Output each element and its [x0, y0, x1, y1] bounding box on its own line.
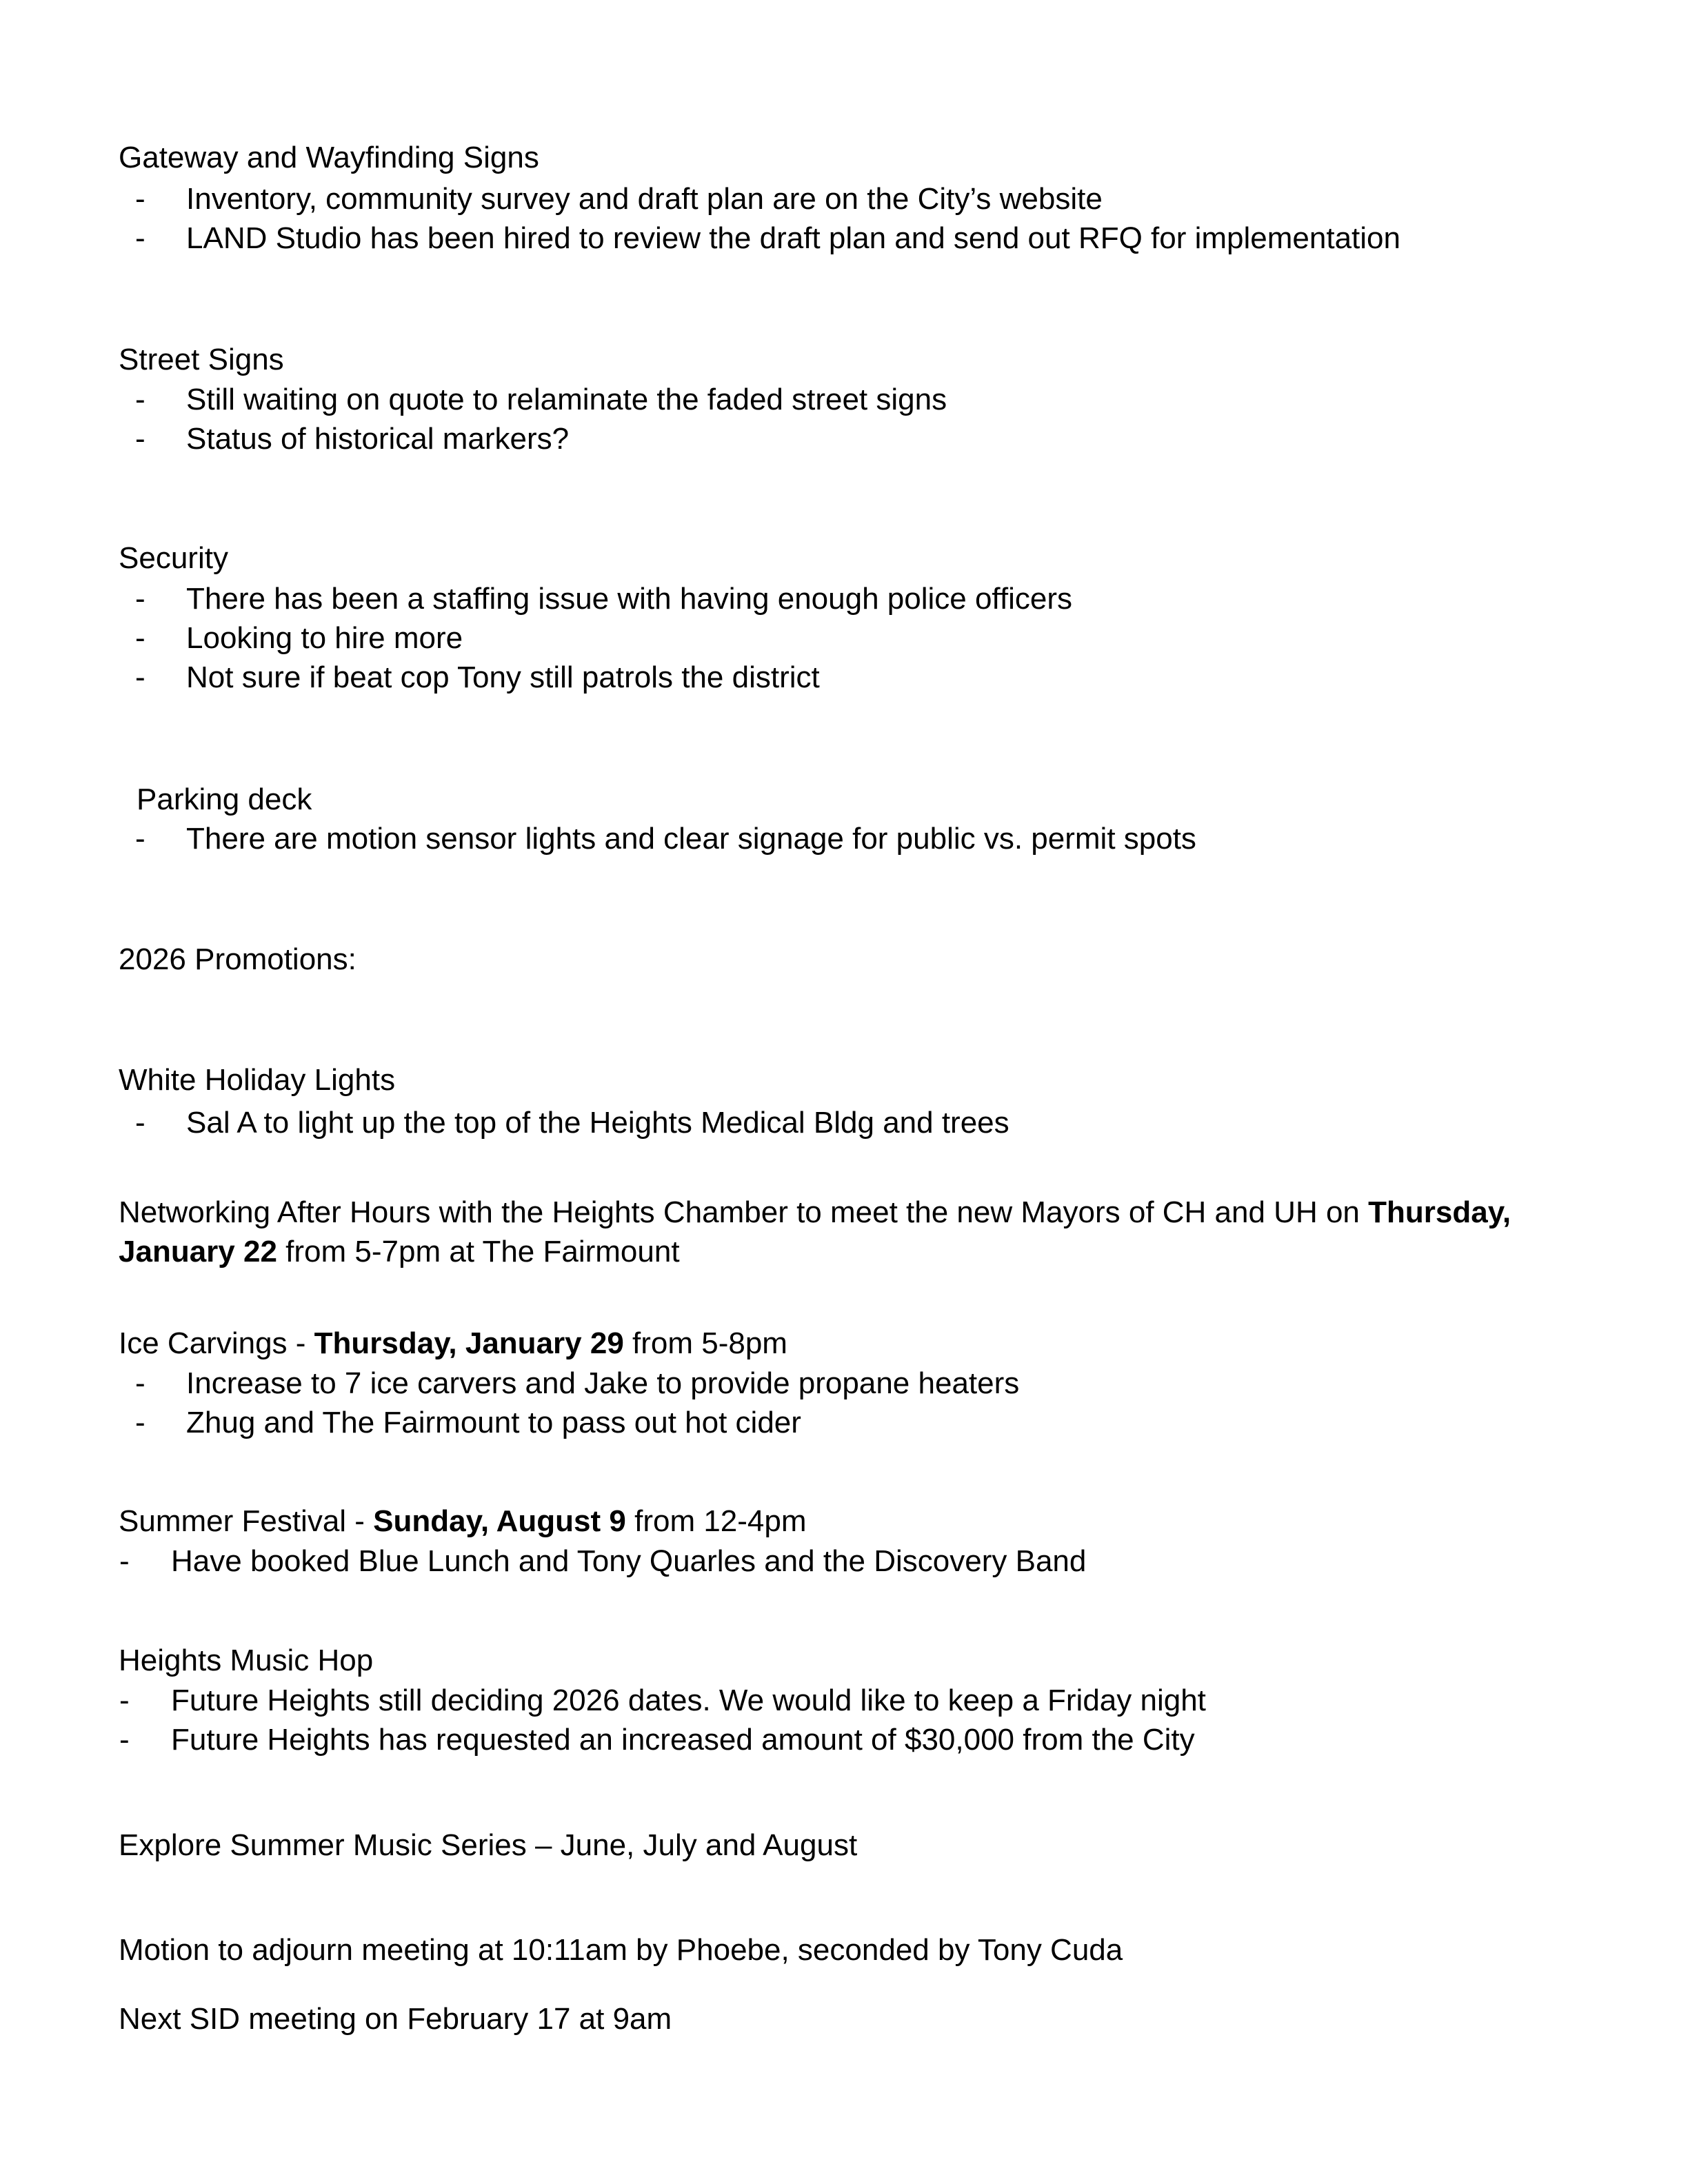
bullet-text: Status of historical markers? [186, 422, 570, 456]
list-item [135, 1103, 1583, 1142]
bullet-dash: - [135, 822, 145, 856]
bullet-text: Sal A to light up the top of the Heights Medical Bldg and trees [186, 1106, 1009, 1140]
section-heading-heights-music-hop: Heights Music Hop [119, 1644, 374, 1677]
bullet-dash: - [135, 582, 145, 616]
heading-text: Summer Festival - [119, 1504, 374, 1538]
bullet-dash: - [119, 1684, 130, 1717]
section-heading-security: Security [119, 541, 228, 575]
list-item [135, 819, 1583, 858]
paragraph-text: Networking After Hours with the Heights Chamber to meet the new Mayors of CH and UH on [119, 1195, 1369, 1229]
list-item [119, 1720, 1567, 1759]
bullet-list-ice-carvings [135, 1364, 1583, 1442]
heading-bold-date: Thursday, January 29 [314, 1326, 624, 1360]
section-heading-gateway: Gateway and Wayfinding Signs [119, 141, 539, 174]
bullet-list-gateway [135, 179, 1583, 258]
bullet-dash: - [119, 1544, 130, 1578]
bullet-dash: - [135, 660, 145, 694]
bullet-text: Future Heights has requested an increased amount of $30,000 from the City [171, 1723, 1195, 1757]
bullet-text: Looking to hire more [186, 621, 463, 655]
list-item [135, 380, 1583, 419]
section-heading-summer-festival [119, 1502, 1587, 1541]
paragraph-bold-date: Thursday, January 22 [119, 1195, 1511, 1268]
bullet-dash: - [135, 1106, 145, 1140]
list-item [119, 1681, 1567, 1720]
bullet-dash: - [135, 422, 145, 456]
bullet-list-white-holiday-lights [135, 1103, 1583, 1142]
bullet-text: Future Heights still deciding 2026 dates. We would like to keep a Friday night [171, 1684, 1206, 1717]
paragraph-text: from 5-7pm at The Fairmount [277, 1235, 680, 1268]
list-item [135, 219, 1583, 258]
list-item [119, 1541, 1567, 1581]
paragraph-networking-after-hours [119, 1193, 1587, 1271]
bullet-text: Not sure if beat cop Tony still patrols the district [186, 660, 820, 694]
list-item [135, 579, 1583, 618]
bullet-list-parking-deck [135, 819, 1583, 858]
list-item [135, 618, 1583, 658]
bullet-dash: - [135, 182, 145, 216]
section-heading-promotions: 2026 Promotions: [119, 942, 356, 976]
bullet-text: Have booked Blue Lunch and Tony Quarles and the Discovery Band [171, 1544, 1087, 1578]
heading-text: from 12-4pm [625, 1504, 807, 1538]
bullet-list-heights-music-hop [119, 1681, 1567, 1759]
paragraph-motion-to-adjourn: Motion to adjourn meeting at 10:11am by Phoebe, seconded by Tony Cuda [119, 1933, 1123, 1967]
list-item [135, 179, 1583, 219]
bullet-list-street-signs [135, 380, 1583, 458]
bullet-list-security [135, 579, 1583, 697]
list-item [135, 419, 1583, 458]
bullet-text: LAND Studio has been hired to review the draft plan and send out RFQ for implementation [186, 221, 1400, 255]
paragraph-explore-summer-music-series: Explore Summer Music Series – June, July and August [119, 1828, 858, 1862]
bullet-dash: - [135, 221, 145, 255]
bullet-text: Increase to 7 ice carvers and Jake to provide propane heaters [186, 1366, 1020, 1400]
section-heading-street-signs: Street Signs [119, 343, 284, 376]
bullet-dash: - [135, 621, 145, 655]
list-item [135, 1364, 1583, 1403]
list-item [135, 658, 1583, 697]
list-item [135, 1403, 1583, 1442]
heading-text: Ice Carvings - [119, 1326, 314, 1360]
bullet-text: Inventory, community survey and draft plan are on the City’s website [186, 182, 1103, 216]
bullet-text: There are motion sensor lights and clear signage for public vs. permit spots [186, 822, 1196, 856]
bullet-dash: - [135, 383, 145, 416]
bullet-list-summer-festival [119, 1541, 1567, 1581]
section-heading-white-holiday-lights: White Holiday Lights [119, 1063, 396, 1097]
bullet-dash: - [135, 1366, 145, 1400]
section-heading-ice-carvings [119, 1324, 1587, 1363]
bullet-text: Zhug and The Fairmount to pass out hot cider [186, 1406, 801, 1439]
section-heading-parking-deck: Parking deck [137, 782, 312, 816]
heading-bold-date: Sunday, August 9 [373, 1504, 626, 1538]
paragraph-next-sid-meeting: Next SID meeting on February 17 at 9am [119, 2002, 672, 2036]
bullet-text: Still waiting on quote to relaminate the faded street signs [186, 383, 947, 416]
heading-text: from 5-8pm [623, 1326, 787, 1360]
bullet-text: There has been a staffing issue with having enough police officers [186, 582, 1072, 616]
bullet-dash: - [119, 1723, 130, 1757]
bullet-dash: - [135, 1406, 145, 1439]
